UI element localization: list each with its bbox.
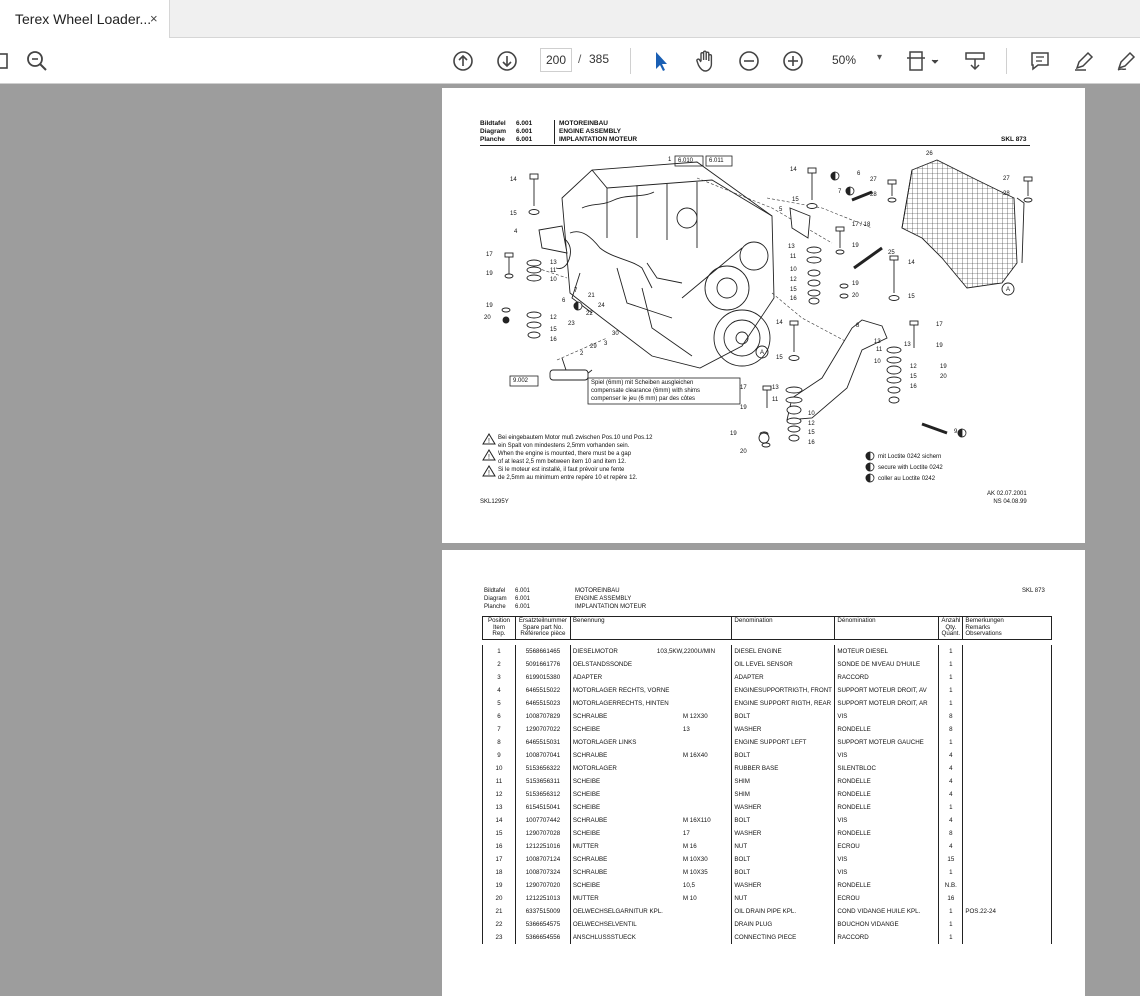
toolbar	[0, 38, 1140, 84]
cell-spec: 10,5	[682, 882, 695, 889]
ref-6-011: 6.011	[709, 158, 724, 164]
cell-de-name: MOTORLAGER RECHTS, VORNE	[572, 687, 670, 694]
cell-fr: SUPPORT MOTEUR DROIT, AV	[835, 684, 939, 697]
cell-spec: M 16X40	[682, 752, 708, 759]
cell-en: NUT	[732, 840, 835, 853]
cell-benennung	[570, 840, 732, 853]
table-row	[483, 879, 1052, 892]
cell-qty: 1	[939, 905, 963, 918]
cell-en: SHIM	[732, 775, 835, 788]
cell-rem	[963, 749, 1052, 762]
cell-rem	[963, 931, 1052, 944]
page-separator: /	[578, 52, 582, 66]
zoom-in-icon[interactable]	[779, 47, 807, 75]
tab-title: Terex Wheel Loader...	[15, 11, 152, 27]
cell-part: 5366654575	[515, 918, 570, 931]
cell-en: CONNECTING PIECE	[732, 931, 835, 944]
drawing-code: SKL1295Y	[480, 499, 509, 505]
cell-spec: M 16X110	[682, 817, 711, 824]
cell-de-name: ADAPTER	[572, 674, 603, 681]
cell-qty: 1	[939, 697, 963, 710]
cell-qty: 4	[939, 749, 963, 762]
cell-fr: VIS	[835, 853, 939, 866]
diagram-header: Bildtafel Diagram Planche	[480, 120, 507, 143]
cell-qty: 8	[939, 723, 963, 736]
cell-en: SHIM	[732, 788, 835, 801]
cell-fr: RACCORD	[835, 931, 939, 944]
parts-code: SKL 873	[1022, 588, 1045, 594]
cell-rem	[963, 814, 1052, 827]
table-row	[483, 892, 1052, 905]
cell-fr: ECROU	[835, 840, 939, 853]
cell-qty: 4	[939, 775, 963, 788]
table-row	[483, 801, 1052, 814]
cell-part: 1008707829	[515, 710, 570, 723]
page-display-icon[interactable]	[961, 47, 989, 75]
cell-de-name: MOTORLAGERRECHTS, HINTEN	[572, 700, 669, 707]
table-row	[483, 749, 1052, 762]
cell-de-name: MUTTER	[572, 843, 599, 850]
cell-part: 5568661465	[515, 645, 570, 658]
cell-pos: 13	[483, 801, 516, 814]
svg-text:!: !	[488, 470, 490, 477]
cell-rem	[963, 671, 1052, 684]
cell-qty: 4	[939, 814, 963, 827]
cell-spec: 103,5KW,2200U/MIN	[656, 648, 716, 655]
cell-pos: 21	[483, 905, 516, 918]
warning-en: When the engine is mounted, there must be a gap of at least 2,5 mm between item 10 and item 12.	[498, 451, 632, 465]
table-row	[483, 931, 1052, 944]
cell-part: 6154515041	[515, 801, 570, 814]
cell-benennung	[570, 788, 732, 801]
cell-pos: 14	[483, 814, 516, 827]
cell-en: OIL LEVEL SENSOR	[732, 658, 835, 671]
diagram-code: SKL 873	[1001, 136, 1027, 143]
table-row	[483, 645, 1052, 658]
cell-benennung	[570, 671, 732, 684]
cell-benennung	[570, 749, 732, 762]
cell-en: BOLT	[732, 853, 835, 866]
cell-benennung	[570, 775, 732, 788]
cell-rem	[963, 710, 1052, 723]
previous-page-icon[interactable]	[449, 47, 477, 75]
cell-fr: SUPPORT MOTEUR DROIT, AR	[835, 697, 939, 710]
cell-fr: ECROU	[835, 892, 939, 905]
warning-fr: Si le moteur est installé, il faut prévoir une fente de 2,5mm au minimum entre repère 10 et repère 12.	[498, 467, 638, 481]
cell-de-name: DIESELMOTOR	[572, 648, 618, 655]
cell-qty: 15	[939, 853, 963, 866]
cell-benennung	[570, 736, 732, 749]
cell-en: ENGINESUPPORTRIGTH, FRONT	[732, 684, 835, 697]
cell-en: WASHER	[732, 827, 835, 840]
cell-de-name: SCHEIBE	[572, 830, 601, 837]
cell-pos: 18	[483, 866, 516, 879]
cell-fr: VIS	[835, 710, 939, 723]
cell-spec: M 10X35	[682, 869, 708, 876]
table-row	[483, 905, 1052, 918]
document-viewer[interactable]	[0, 84, 1140, 996]
svg-text:!: !	[488, 454, 490, 461]
cell-en: ENGINE SUPPORT RIGTH, REAR	[732, 697, 835, 710]
cell-en: DIESEL ENGINE	[732, 645, 835, 658]
close-icon[interactable]: ×	[150, 11, 158, 26]
cell-de-name: MUTTER	[572, 895, 599, 902]
cell-fr: BOUCHON VIDANGE	[835, 918, 939, 931]
cell-part: 1007707442	[515, 814, 570, 827]
cell-fr: COND VIDANGE HUILE KPL.	[835, 905, 939, 918]
cell-benennung	[570, 723, 732, 736]
cell-benennung	[570, 905, 732, 918]
zoom-value: 50%	[832, 53, 857, 67]
cell-part: 1008707124	[515, 853, 570, 866]
cell-rem	[963, 697, 1052, 710]
pdf-page-parts-list: Bildtafel Diagram Planche 6.001 6.001 6.001 MOTOREINBAU ENGINE ASSEMBLY IMPLANTATION MOTEUR SKL 873 Position Item Rep. Ersatzteilnummer Spare part No. Référence pièce Benennung Denomination Dénomination Anzahl Qty. Quant. Bemerkungen Remarks Observations 1 5568661465 DIESELMOTOR 103,5KW,2200U/MIN DIESEL ENGINE MOTEUR DIESEL 1 2 5091661776 OELSTANDSSONDE OIL LEVEL SENSOR SONDE DE NIVEAU D'HUILE 1 3 6199015380 ADAPTER ADAPTER RACCORD 1 4 6465515022 MOTORLAGER RECHTS, VORNE ENGINESUPPORTRIGTH, FRONT SUPPORT MOTEUR DROIT, AV 1 5 6465515023 MOTORLAGERRECHTS, HINTEN ENGINE SUPPORT RIGTH, REAR SUPPORT MOTEUR DROIT, AR 1 6 1008707829 SCHRAUBE M 12X30 BOLT VIS 8 7 1290707022 SCHEIBE 13 WASHER RONDELLE 8 8 6465515031 MOTORLAGER LINKS ENGINE SUPPORT LEFT SUPPORT MOTEUR GAUCHE 1 9 1008707041 SCHRAUBE M 16X40 BOLT VIS 4 10 5153656322 MOTORLAGER RUBBER BASE SILENTBLOC 4 11 5153656311 SCHEIBE SHIM RONDELLE 4 12 5153656312 SCHEIBE SHIM RONDELLE 4 13 6154515041 SCHEIBE WASHER RONDELLE 1 14 1007707442 SCHRAUBE M 16X110 BOLT VIS 4 15 1290707028 SCHEIBE 17 WASHER RONDELLE 8 16 1212251016 MUTTER M 16 NUT ECROU 4 17 1008707124 SCHRAUBE M 10X30 BOLT VIS 15 18 1008707324 SCHRAUBE M 10X35 BOLT VIS 1 19 1290707020 SCHEIBE 10,5 WASHER RONDELLE N.B. 20 1212251013 MUTTER M 10 NUT ECROU 16 21 6337515009 OELWECHSELGARNITUR KPL. OIL DRAIN PIPE KPL. COND VIDANGE HUILE KPL. 1 POS.22-24 22 5366654575 OELWECHSELVENTIL DRAIN PLUG BOUCHON VIDANGE 1 23 5366654556 ANSCHLUSSSTUECK CONNECTING PIECE RACCORD 1	[442, 550, 1085, 996]
cell-pos: 4	[483, 684, 516, 697]
cell-pos: 5	[483, 697, 516, 710]
cell-pos: 7	[483, 723, 516, 736]
cell-fr: VIS	[835, 866, 939, 879]
cell-fr: MOTEUR DIESEL	[835, 645, 939, 658]
cell-en: RUBBER BASE	[732, 762, 835, 775]
cell-fr: SUPPORT MOTEUR GAUCHE	[835, 736, 939, 749]
cell-spec: M 10	[682, 895, 697, 902]
cell-pos: 15	[483, 827, 516, 840]
cell-benennung	[570, 866, 732, 879]
cell-benennung	[570, 931, 732, 944]
cell-en: WASHER	[732, 801, 835, 814]
table-header-row: Position Item Rep. Ersatzteilnummer Spare part No. Référence pièce Benennung Denomination Dénomination Anzahl Qty. Quant. Bemerkungen Remarks Observations	[483, 617, 1052, 640]
cell-de-name: SCHRAUBE	[572, 817, 608, 824]
cell-fr: VIS	[835, 749, 939, 762]
page-total: 385	[589, 52, 610, 66]
cell-part: 5153656322	[515, 762, 570, 775]
cell-pos: 23	[483, 931, 516, 944]
document-tab[interactable]	[0, 0, 170, 38]
cell-en: ADAPTER	[732, 671, 835, 684]
cell-benennung	[570, 801, 732, 814]
cell-qty: 1	[939, 658, 963, 671]
cell-qty: 1	[939, 931, 963, 944]
cell-de-name: OELWECHSELVENTIL	[572, 921, 637, 928]
cell-qty: 1	[939, 801, 963, 814]
page-number-input[interactable]: 200	[540, 48, 572, 72]
sidebar-toggle-icon[interactable]	[0, 47, 14, 75]
cell-spec: 13	[682, 726, 690, 733]
cell-benennung	[570, 684, 732, 697]
cell-qty: 1	[939, 645, 963, 658]
cell-pos: 19	[483, 879, 516, 892]
cell-part: 6199015380	[515, 671, 570, 684]
table-row	[483, 697, 1052, 710]
cell-part: 5153656312	[515, 788, 570, 801]
cell-benennung	[570, 827, 732, 840]
cell-fr: RONDELLE	[835, 723, 939, 736]
loctite-legend: mit Loctite 0242 sichern secure with Loctite 0242 coller au Loctite 0242	[878, 454, 943, 482]
cell-pos: 3	[483, 671, 516, 684]
cell-benennung	[570, 697, 732, 710]
cell-de-name: SCHEIBE	[572, 726, 601, 733]
cell-fr: RONDELLE	[835, 788, 939, 801]
cell-pos: 22	[483, 918, 516, 931]
cell-part: 6465515023	[515, 697, 570, 710]
table-row	[483, 788, 1052, 801]
table-row	[483, 671, 1052, 684]
cell-part: 6465515031	[515, 736, 570, 749]
next-page-icon[interactable]	[493, 47, 521, 75]
cell-de-name: SCHRAUBE	[572, 752, 608, 759]
cell-de-name: SCHRAUBE	[572, 856, 608, 863]
cell-rem	[963, 892, 1052, 905]
pdf-page-diagram: Bildtafel Diagram Planche 6.001 6.001 6.001 MOTOREINBAU ENGINE ASSEMBLY IMPLANTATION MOTEUR SKL 873 ! ! ! 6.010 6.011 9.002 1 14 15 4 17 19 13 11 10 7 6 19 20 12 15 16 21 24 22 23 30 29 3 2 14 15 5 7 6 27 28 17 / 18 19 13 11 10 12 15 16 19 20 25 14 15 26 A 27 28 A 14 15 8 17 19 13 13 11 10 12 15 16 19 20 17 19 13 11 10 12 15 16 19 20 9 Spiel (6mm) mit Scheiben ausgleichen compensate clearance (6mm) with shims compenser le jeu (6 mm) par des côtes Bei eingebautem Motor muß zwischen Pos.10 und Pos.12 ein Spalt von mindestens 2,5mm vorhanden sein. When the engine is mounted, there must be a gap of at least 2,5 mm between item 10 and item 12. Si le moteur est installé, il faut prévoir une fente de 2,5mm au minimum entre repère 10 et repère 12. mit Loctite 0242 sichern secure with Loctite 0242 coller au Loctite 0242 SKL1295Y AK 02.07.2001 NS 04.08.99	[442, 88, 1085, 543]
cell-benennung	[570, 814, 732, 827]
cell-de-name: SCHEIBE	[572, 778, 601, 785]
cell-part: 5366654556	[515, 931, 570, 944]
table-row	[483, 762, 1052, 775]
cell-de-name: SCHEIBE	[572, 882, 601, 889]
cell-benennung	[570, 658, 732, 671]
cell-rem	[963, 645, 1052, 658]
table-row	[483, 710, 1052, 723]
table-row	[483, 853, 1052, 866]
cell-benennung	[570, 879, 732, 892]
cell-pos: 17	[483, 853, 516, 866]
cell-de-name: SCHEIBE	[572, 791, 601, 798]
cell-rem	[963, 840, 1052, 853]
table-row	[483, 684, 1052, 697]
cell-pos: 2	[483, 658, 516, 671]
comment-icon[interactable]	[1026, 47, 1054, 75]
highlight-pen-icon[interactable]	[1070, 47, 1098, 75]
cell-qty: 4	[939, 762, 963, 775]
cell-pos: 1	[483, 645, 516, 658]
cell-part: 1290707022	[515, 723, 570, 736]
draw-tool-icon[interactable]	[1112, 47, 1140, 75]
cell-pos: 8	[483, 736, 516, 749]
cell-fr: VIS	[835, 814, 939, 827]
table-row	[483, 814, 1052, 827]
cell-part: 1212251016	[515, 840, 570, 853]
cell-fr: RONDELLE	[835, 801, 939, 814]
cell-pos: 11	[483, 775, 516, 788]
warning-de: Bei eingebautem Motor muß zwischen Pos.10 und Pos.12 ein Spalt von mindestens 2,5mm vorhanden sein.	[498, 435, 653, 449]
toolbar-divider	[630, 48, 631, 74]
cell-de-name: MOTORLAGER LINKS	[572, 739, 637, 746]
table-row	[483, 866, 1052, 879]
select-cursor-icon[interactable]	[647, 47, 675, 75]
cell-part: 1212251013	[515, 892, 570, 905]
cell-qty: 1	[939, 736, 963, 749]
cell-spec: M 16	[682, 843, 697, 850]
cell-en: BOLT	[732, 814, 835, 827]
cell-fr: SILENTBLOC	[835, 762, 939, 775]
cell-en: WASHER	[732, 723, 835, 736]
cell-rem	[963, 658, 1052, 671]
cell-qty: 8	[939, 710, 963, 723]
search-icon[interactable]	[23, 47, 51, 75]
toolbar-divider	[1006, 48, 1007, 74]
cell-rem	[963, 723, 1052, 736]
cell-qty: 1	[939, 671, 963, 684]
cell-qty: 4	[939, 840, 963, 853]
cell-part: 5153656311	[515, 775, 570, 788]
cell-en: NUT	[732, 892, 835, 905]
cell-spec: M 10X30	[682, 856, 708, 863]
cell-benennung	[570, 645, 732, 658]
cell-qty: 16	[939, 892, 963, 905]
cell-benennung	[570, 710, 732, 723]
cell-benennung	[570, 853, 732, 866]
cell-part: 1290707020	[515, 879, 570, 892]
cell-rem	[963, 918, 1052, 931]
cell-fr: SONDE DE NIVEAU D'HUILE	[835, 658, 939, 671]
table-row	[483, 736, 1052, 749]
cell-qty: 1	[939, 918, 963, 931]
cell-pos: 6	[483, 710, 516, 723]
cell-rem	[963, 736, 1052, 749]
cell-part: 1290707028	[515, 827, 570, 840]
shim-note: Spiel (6mm) mit Scheiben ausgleichen compensate clearance (6mm) with shims compenser le jeu (6 mm) par des côtes	[591, 380, 701, 402]
chevron-down-icon: ▾	[876, 52, 882, 63]
table-row	[483, 775, 1052, 788]
cell-benennung	[570, 892, 732, 905]
cell-qty: N.B.	[939, 879, 963, 892]
zoom-dropdown[interactable]	[822, 48, 888, 72]
cell-de-name: OELWECHSELGARNITUR KPL.	[572, 908, 663, 915]
cell-benennung	[570, 918, 732, 931]
cell-en: BOLT	[732, 866, 835, 879]
revision-info: AK 02.07.2001 NS 04.08.99	[987, 491, 1027, 505]
cell-pos: 10	[483, 762, 516, 775]
cell-pos: 20	[483, 892, 516, 905]
cell-en: WASHER	[732, 879, 835, 892]
cell-pos: 9	[483, 749, 516, 762]
hand-tool-icon[interactable]	[691, 47, 719, 75]
cell-part: 6465515022	[515, 684, 570, 697]
cell-de-name: OELSTANDSSONDE	[572, 661, 632, 668]
cell-qty: 1	[939, 684, 963, 697]
cell-en: BOLT	[732, 749, 835, 762]
cell-de-name: SCHRAUBE	[572, 869, 608, 876]
table-row	[483, 827, 1052, 840]
parts-header-labels: Bildtafel Diagram Planche	[484, 588, 507, 610]
cell-rem	[963, 762, 1052, 775]
cell-fr: RONDELLE	[835, 775, 939, 788]
table-row	[483, 658, 1052, 671]
cell-qty: 1	[939, 866, 963, 879]
ref-6-010: 6.010	[678, 158, 694, 164]
cell-de-name: ANSCHLUSSSTUECK	[572, 934, 636, 941]
cell-pos: 12	[483, 788, 516, 801]
cell-en: ENGINE SUPPORT LEFT	[732, 736, 835, 749]
cell-rem	[963, 788, 1052, 801]
cell-rem	[963, 775, 1052, 788]
cell-part: 5091661776	[515, 658, 570, 671]
cell-en: BOLT	[732, 710, 835, 723]
ref-9-002: 9.002	[513, 378, 529, 384]
cell-qty: 8	[939, 827, 963, 840]
cell-benennung	[570, 762, 732, 775]
cell-fr: RONDELLE	[835, 879, 939, 892]
cell-de-name: SCHRAUBE	[572, 713, 608, 720]
cell-spec: 17	[682, 830, 690, 837]
fit-dropdown-chevron-icon[interactable]	[928, 47, 942, 75]
cell-qty: 4	[939, 788, 963, 801]
cell-part: 6337515009	[515, 905, 570, 918]
cell-rem	[963, 801, 1052, 814]
cell-de-name: SCHEIBE	[572, 804, 601, 811]
cell-rem: POS.22-24	[963, 905, 1052, 918]
cell-en: OIL DRAIN PIPE KPL.	[732, 905, 835, 918]
cell-en: DRAIN PLUG	[732, 918, 835, 931]
svg-text:!: !	[488, 438, 490, 445]
parts-table	[482, 616, 1052, 944]
cell-de-name: MOTORLAGER	[572, 765, 617, 772]
cell-pos: 16	[483, 840, 516, 853]
cell-fr: RACCORD	[835, 671, 939, 684]
cell-rem	[963, 684, 1052, 697]
table-row	[483, 723, 1052, 736]
zoom-out-icon[interactable]	[735, 47, 763, 75]
cell-rem	[963, 879, 1052, 892]
cell-fr: RONDELLE	[835, 827, 939, 840]
cell-part: 1008707041	[515, 749, 570, 762]
cell-part: 1008707324	[515, 866, 570, 879]
table-row	[483, 918, 1052, 931]
cell-rem	[963, 866, 1052, 879]
cell-spec: M 12X30	[682, 713, 708, 720]
table-row	[483, 840, 1052, 853]
tab-bar	[0, 0, 1140, 38]
cell-rem	[963, 827, 1052, 840]
cell-rem	[963, 853, 1052, 866]
